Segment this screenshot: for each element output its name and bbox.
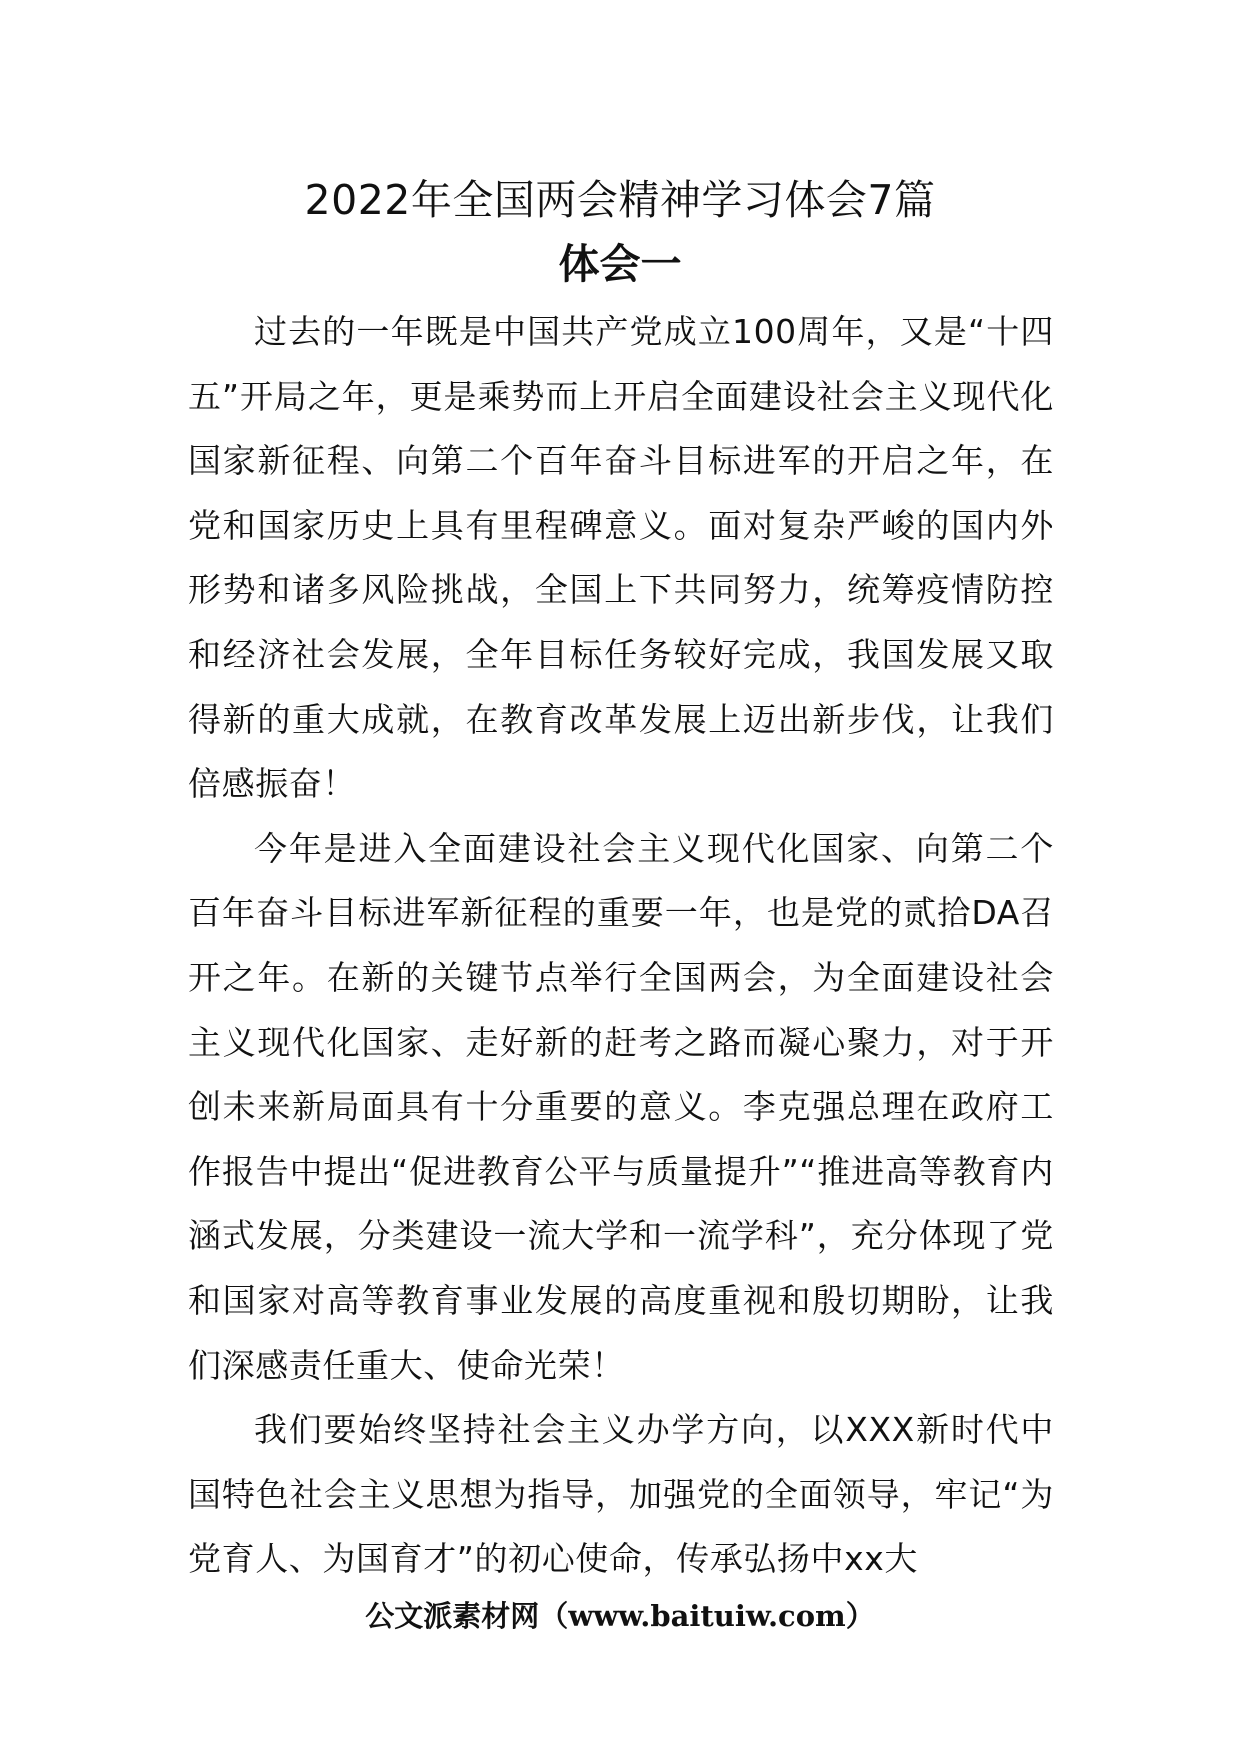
footer-watermark: 公文派素材网（www.baituiw.com） — [365, 1599, 875, 1633]
paragraph-3: 我们要始终坚持社会主义办学方向，以XXX新时代中国特色社会主义思想为指导，加强党的全面领导，牢记“为党育人、为国育才”的初心使命，传承弘扬中xx大 — [188, 1410, 1054, 1579]
document-body — [188, 300, 1054, 1592]
section-heading: 体会一 — [558, 240, 682, 288]
document-title: 2022年全国两会精神学习体会7篇 — [304, 176, 936, 224]
paragraph-2: 今年是进入全面建设社会主义现代化国家、向第二个百年奋斗目标进军新征程的重要一年，也是党的贰拾DA召开之年。在新的关键节点举行全国两会，为全面建设社会主义现代化国家、走好新的赶考之路而凝心聚力，对于开创未来新局面具有十分重要的意义。李克强总理在政府工作报告中提出“促进教育公平与质量提升”“推进高等教育内涵式发展，分类建设一流大学和一流学科”，充分体现了党和国家对高等教育事业发展的高度重视和殷切期盼，让我们深感责任重大、使命光荣！ — [188, 828, 1054, 1385]
paragraph-1: 过去的一年既是中国共产党成立100周年，又是“十四五”开局之年，更是乘势而上开启全面建设社会主义现代化国家新征程、向第二个百年奋斗目标进军的开启之年，在党和国家历史上具有里程碑意义。面对复杂严峻的国内外形势和诸多风险挑战，全国上下共同努力，统筹疫情防控和经济社会发展，全年目标任务较好完成，我国发展又取得新的重大成就，在教育改革发展上迈出新步伐，让我们倍感振奋！ — [188, 312, 1054, 804]
